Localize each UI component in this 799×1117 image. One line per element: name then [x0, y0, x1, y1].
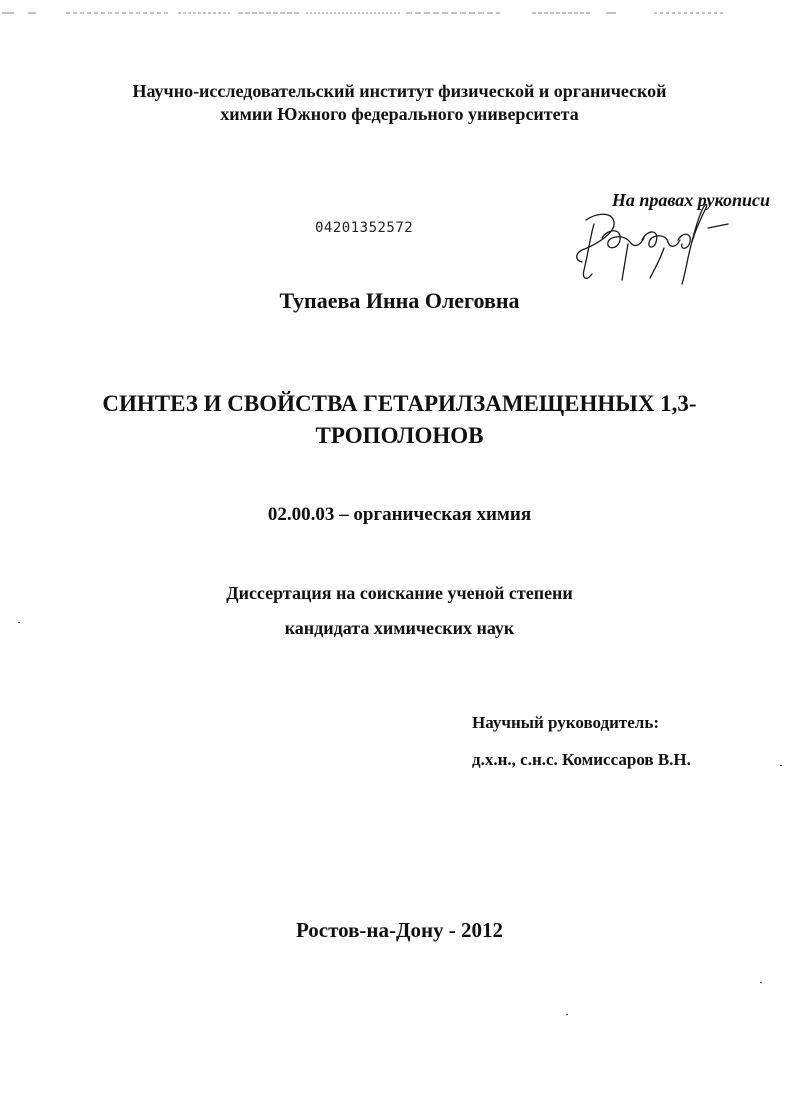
- institute-line-2: химии Южного федерального университета: [220, 104, 579, 124]
- title-line-1: СИНТЕЗ И СВОЙСТВА ГЕТАРИЛЗАМЕЩЕННЫХ 1,3-: [102, 391, 697, 416]
- manuscript-note: На правах рукописи: [611, 190, 770, 210]
- scan-speck: [566, 1014, 568, 1015]
- degree-statement: [0, 576, 799, 646]
- scan-speck: [18, 622, 20, 623]
- degree-line-1: Диссертация на соискание ученой степени: [226, 583, 573, 603]
- signature-icon: [568, 198, 738, 290]
- author-name: Тупаева Инна Олеговна: [279, 288, 520, 313]
- supervisor-label: Научный руководитель:: [472, 713, 659, 732]
- supervisor-block: [472, 704, 691, 778]
- title-line-2: ТРОПОЛОНОВ: [315, 423, 484, 448]
- dissertation-title: [0, 388, 799, 452]
- scan-speck: [760, 982, 762, 983]
- registration-number: 04201352572: [315, 220, 414, 236]
- degree-line-2: кандидата химических наук: [284, 618, 515, 638]
- city-year: Ростов-на-Дону - 2012: [295, 918, 504, 942]
- institute-line-1: Научно-исследовательский институт физической и органической: [132, 81, 667, 101]
- specialty-code: 02.00.03 – органическая химия: [267, 504, 532, 525]
- scan-speck: [780, 765, 782, 766]
- supervisor-name: д.х.н., с.н.с. Комиссаров В.Н.: [472, 750, 691, 769]
- institute-heading: [0, 80, 799, 126]
- scan-edge-artifact: [0, 8, 799, 18]
